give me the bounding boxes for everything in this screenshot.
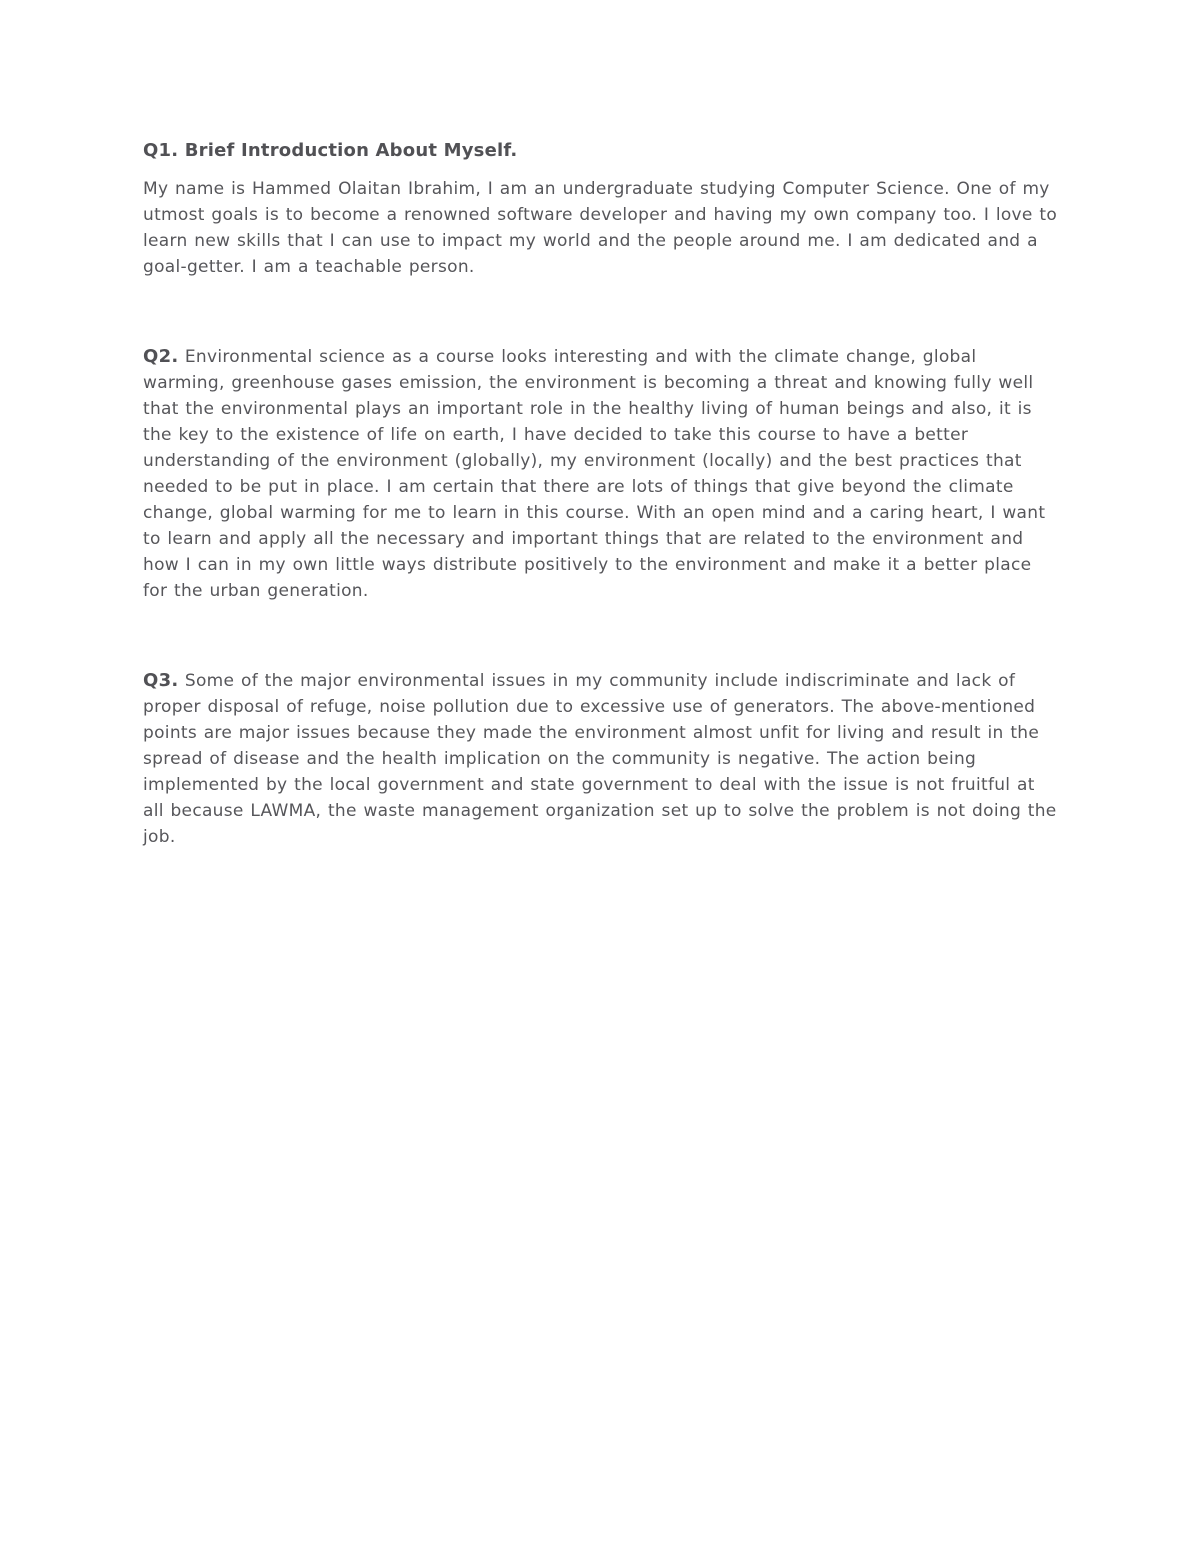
q1-heading: Q1. Brief Introduction About Myself.	[143, 140, 518, 161]
q2-body-text: Environmental science as a course looks interesting and with the climate change, global warming, greenhouse gases emission, the environment is becoming a threat and knowing fully well that the environmental plays an important role in the healthy living of human beings and also, it is the key to the existence of life on earth, I have decided to take this course to have a better understanding of the environment (globally), my environment (locally) and the best practices that needed to be put in place. I am certain that there are lots of things that give beyond the climate change, global warming for me to learn in this course. With an open mind and a caring heart, I want to learn and apply all the necessary and important things that are related to the environment and how I can in my own little ways distribute positively to the environment and make it a better place for the urban generation.	[143, 347, 1046, 601]
section-q1	[143, 138, 1059, 280]
q1-body-text: My name is Hammed Olaitan Ibrahim, I am an undergraduate studying Computer Science. One of my utmost goals is to become a renowned software developer and having my own company too. I love to learn new skills that I can use to impact my world and the people around me. I am dedicated and a goal-getter. I am a teachable person.	[143, 179, 1058, 277]
q3-label: Q3.	[143, 670, 179, 691]
q3-body-text: Some of the major environmental issues in my community include indiscriminate and lack of proper disposal of refuge, noise pollution due to excessive use of generators. The above-mentioned points are major issues because they made the environment almost unfit for living and result in the spread of disease and the health implication on the community is negative. The action being implemented by the local government and state government to deal with the issue is not fruitful at all because LAWMA, the waste management organization set up to solve the problem is not doing the job.	[143, 671, 1057, 847]
q1-paragraph	[143, 176, 1059, 280]
document-content	[143, 138, 1059, 914]
q3-paragraph	[143, 668, 1059, 850]
section-q2	[143, 344, 1059, 604]
q2-label: Q2.	[143, 346, 179, 367]
section-q3	[143, 668, 1059, 850]
q2-paragraph	[143, 344, 1059, 604]
